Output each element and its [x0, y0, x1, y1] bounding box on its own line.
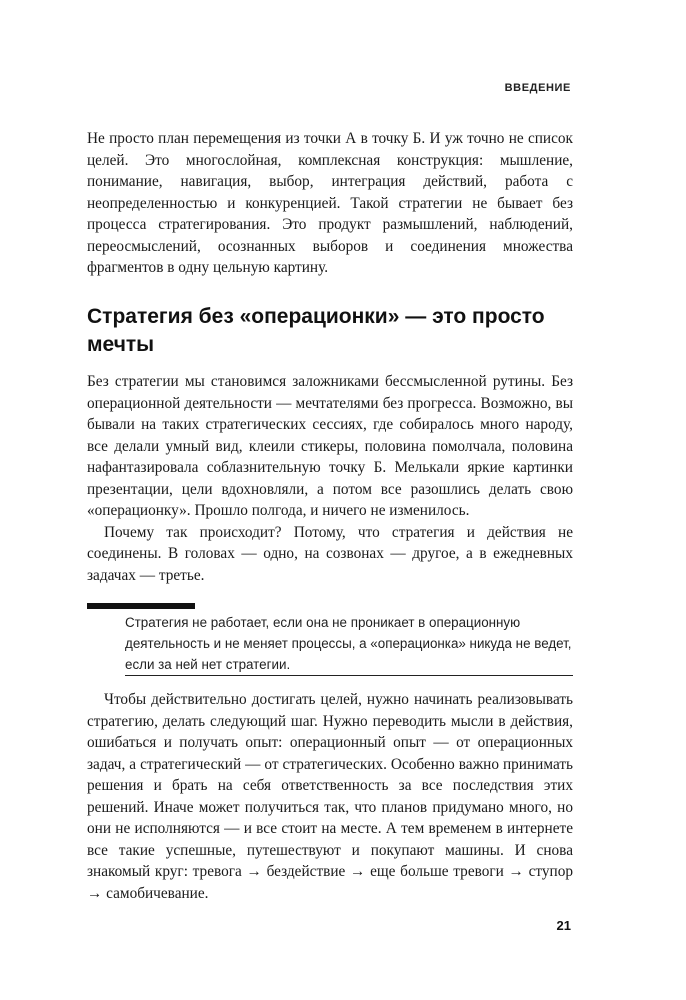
pull-quote: Стратегия не работает, если она не проникает в операционную деятельность и не меняет процессы, а «операционка» никуда не ведет, если за ней нет стратегии. [125, 615, 572, 672]
section-heading: Стратегия без «операционки» — это просто мечты [87, 305, 545, 356]
pull-quote-rule [125, 675, 573, 676]
section-paragraph-1: Без стратегии мы становимся заложниками бессмысленной рутины. Без операционной деятельности — мечтателями без прогресса. Возможно, вы бывали на таких стратегических сессиях, где собиралось много народу, все делали умный вид, клеили стикеры, половина помолчала, половина нафантазировала соблазнительную точку Б. Мелькали яркие картинки презентации, цели вдохновляли, а потом все разошлись делать свою «операционку». Прошло полгода, и ничего не изменилось. [87, 373, 573, 519]
section-paragraph-2: Почему так происходит? Потому, что стратегия и действия не соединены. В головах — одно, на созвонах — другое, а в ежедневных задачах — третье. [87, 523, 573, 584]
section-text-block [87, 371, 573, 586]
conclusion-text-block [87, 689, 573, 904]
running-head: ВВЕДЕНИЕ [504, 82, 571, 94]
pull-quote-bar [87, 603, 195, 609]
conclusion-paragraph: Чтобы действительно достигать целей, нужно начинать реализовывать стратегию, делать следующий шаг. Нужно переводить мысли в действия, ошибаться и получать опыт: операционный опыт — от операционных задач, а стратегический — от стратегических. Особенно важно принимать решения и брать на себя ответственность за все последствия этих решений. Иначе может получиться так, что планов придумано много, но они не исполняются — и все стоит на месте. А тем временем в интернете все такие успешные, путешествуют и покупают машины. И снова знакомый круг: тревога → бездействие → еще больше тревоги → ступор → самобичевание. [87, 691, 573, 902]
page-number: 21 [556, 918, 571, 933]
intro-text-block [87, 128, 573, 279]
intro-paragraph: Не просто план перемещения из точки А в точку Б. И уж точно не список целей. Это многослойная, комплексная конструкция: мышление, понимание, навигация, выбор, интеграция действий, работа с неопределенностью и конкуренцией. Такой стратегии не бывает без процесса стратегирования. Это продукт размышлений, наблюдений, переосмыслений, осознанных выборов и соединения множества фрагментов в одну цельную картину. [87, 130, 573, 276]
